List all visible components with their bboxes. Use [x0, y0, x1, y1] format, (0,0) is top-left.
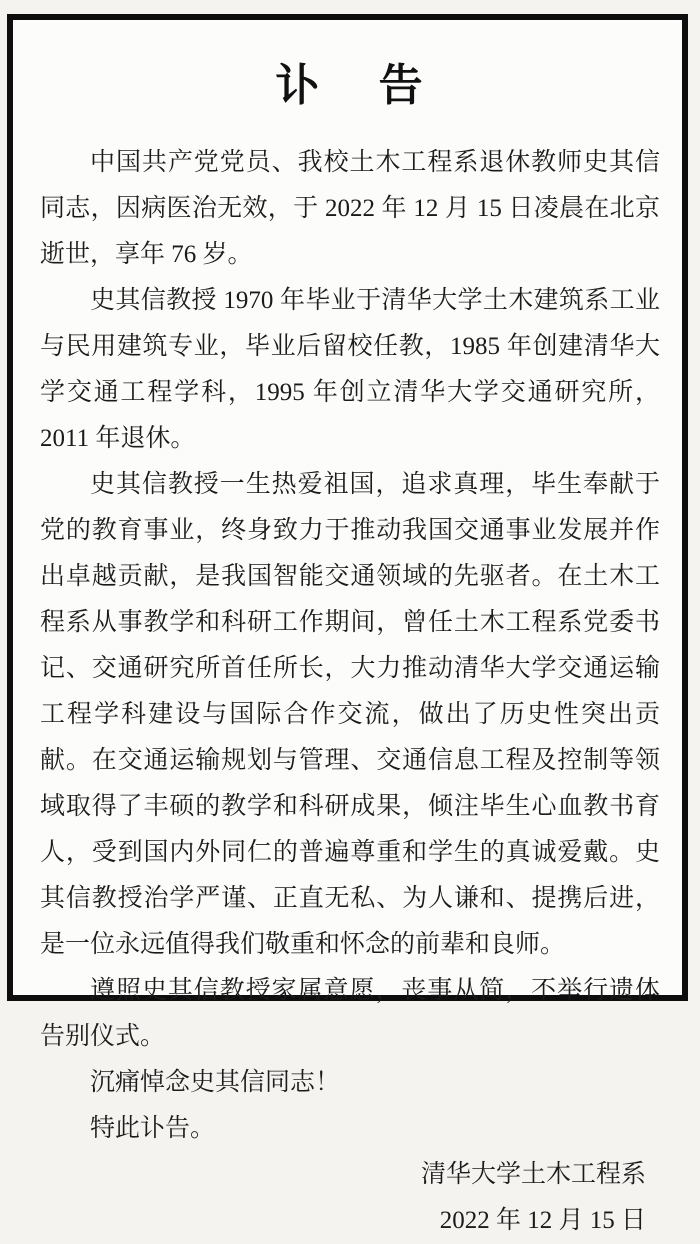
paragraph-mourning: 沉痛悼念史其信同志！	[90, 1069, 341, 1096]
obituary-notice-frame	[7, 14, 688, 1234]
notice-title: 讣 告	[275, 60, 425, 111]
paragraph-funeral-arrangement: 遵照史其信教授家属意愿，丧事从简，不举行遗体告别仪式。	[40, 977, 660, 1050]
paragraph-closing: 特此讣告。	[90, 1115, 216, 1142]
paragraph-life-achievements: 史其信教授一生热爱祖国，追求真理，毕生奉献于党的教育事业，终身致力于推动我国交通事业发展并作出卓越贡献，是我国智能交通领域的先驱者。在土木工程系从事教学和科研工作期间，曾任土木工程系党委书记、交通研究所首任所长，大力推动清华大学交通运输工程学科建设与国际合作交流，做出了历史性突出贡献。在交通运输规划与管理、交通信息工程及控制等领域取得了丰硕的教学和科研成果，倾注毕生心血教书育人，受到国内外同仁的普遍尊重和学生的真诚爱戴。史其信教授治学严谨、正直无私、为人谦和、提携后进，是一位永远值得我们敬重和怀念的前辈和良师。	[40, 471, 660, 958]
signature-department: 清华大学土木工程系	[420, 1161, 646, 1188]
notice-body	[40, 140, 660, 1152]
obituary-notice-content	[13, 20, 682, 1244]
paragraph-death-announcement: 中国共产党党员、我校土木工程系退休教师史其信同志，因病医治无效，于 2022 年 12 月 15 日凌晨在北京逝世，享年 76 岁。	[40, 149, 660, 268]
signature-block	[40, 1152, 660, 1244]
signature-date: 2022 年 12 月 15 日	[439, 1207, 646, 1234]
paragraph-career-history: 史其信教授 1970 年毕业于清华大学土木建筑系工业与民用建筑专业，毕业后留校任教，1985 年创建清华大学交通工程学科，1995 年创立清华大学交通研究所，2011 年退休。	[40, 287, 660, 452]
